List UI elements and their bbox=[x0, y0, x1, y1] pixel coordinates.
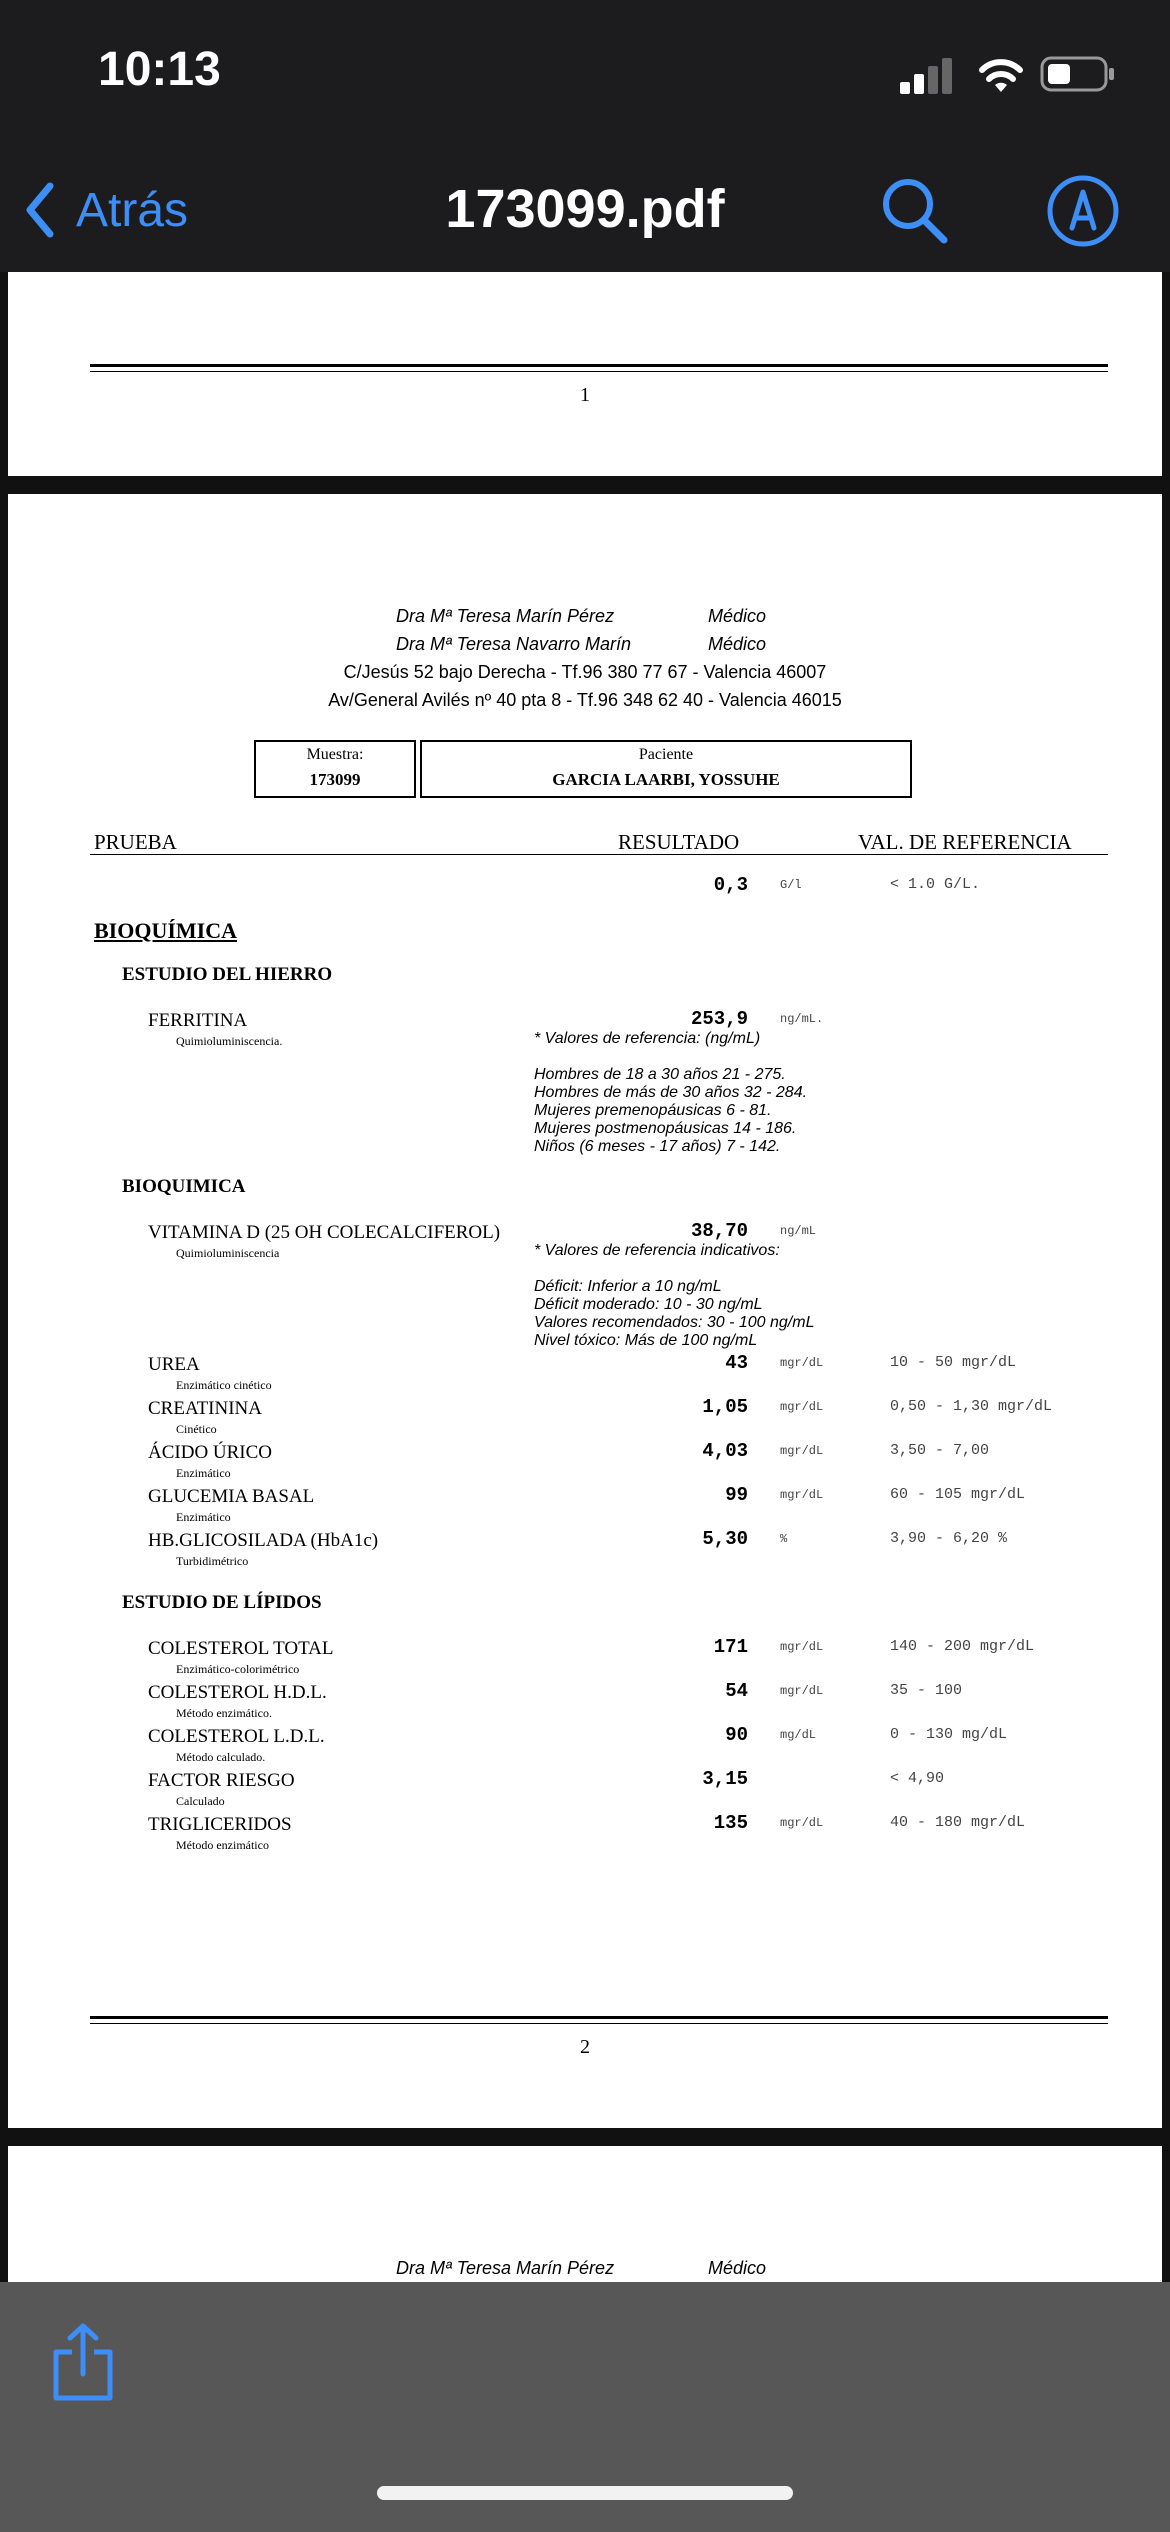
result-value: 253,9 bbox=[690, 1008, 748, 1030]
reference-range: 3,50 - 7,00 bbox=[890, 1442, 990, 1459]
reference-range: < 4,90 bbox=[890, 1770, 945, 1787]
status-bar bbox=[0, 0, 1170, 140]
patient-box bbox=[420, 740, 912, 798]
section-title: BIOQUÍMICA bbox=[94, 918, 238, 943]
result-unit: mgr/dL bbox=[780, 1684, 824, 1698]
page-number: 1 bbox=[580, 384, 590, 406]
patient-name: GARCIA LAARBI, YOSSUHE bbox=[552, 770, 780, 789]
reference-note: Valores recomendados: 30 - 100 ng/mL bbox=[534, 1314, 815, 1331]
reference-range: 0,50 - 1,30 mgr/dL bbox=[890, 1398, 1053, 1415]
result-value: 38,70 bbox=[690, 1220, 748, 1242]
reference-range: 60 - 105 mgr/dL bbox=[890, 1486, 1026, 1503]
result-unit: G/l bbox=[780, 878, 802, 892]
subsection-title: ESTUDIO DE LÍPIDOS bbox=[122, 1592, 322, 1613]
sample-box bbox=[254, 740, 416, 798]
reference-note: Hombres de más de 30 años 32 - 284. bbox=[534, 1084, 808, 1101]
back-label: Atrás bbox=[76, 183, 189, 237]
result-unit: ng/mL bbox=[780, 1224, 817, 1238]
test-name: COLESTEROL TOTAL bbox=[148, 1638, 334, 1659]
result-unit: mg/dL bbox=[780, 1728, 817, 1742]
reference-range: 40 - 180 mgr/dL bbox=[890, 1814, 1026, 1831]
column-header-reference: VAL. DE REFERENCIA bbox=[858, 830, 1072, 854]
test-name: HB.GLICOSILADA (HbA1c) bbox=[148, 1530, 379, 1551]
test-method: Método calculado. bbox=[176, 1750, 266, 1764]
footer-rule bbox=[90, 2016, 1108, 2019]
result-value: 3,15 bbox=[702, 1768, 748, 1790]
result-value: 54 bbox=[725, 1680, 748, 1702]
cellular-signal-icon bbox=[900, 58, 954, 94]
markup-pen-icon[interactable] bbox=[1046, 174, 1120, 248]
test-method: Cinético bbox=[176, 1422, 217, 1436]
footer-rule bbox=[90, 364, 1108, 367]
reference-note: Mujeres postmenopáusicas 14 - 186. bbox=[534, 1120, 797, 1137]
pdf-viewer[interactable] bbox=[0, 272, 1170, 2282]
search-icon[interactable] bbox=[880, 176, 950, 246]
test-method: Enzimático-colorimétrico bbox=[176, 1662, 300, 1676]
result-value: 90 bbox=[725, 1724, 748, 1746]
pdf-page-1 bbox=[8, 272, 1162, 476]
document-title: 173099.pdf bbox=[445, 179, 725, 239]
reference-note: Nivel tóxico: Más de 100 ng/mL bbox=[534, 1332, 758, 1349]
pdf-page-2 bbox=[8, 494, 1162, 2128]
test-name: TRIGLICERIDOS bbox=[148, 1814, 292, 1835]
pdf-page-3 bbox=[8, 2146, 1162, 2282]
home-indicator[interactable] bbox=[377, 2486, 793, 2500]
test-name: GLUCEMIA BASAL bbox=[148, 1486, 315, 1507]
column-header-result: RESULTADO bbox=[618, 830, 740, 854]
test-name: VITAMINA D (25 OH COLECALCIFEROL) bbox=[148, 1222, 501, 1243]
footer-rule bbox=[90, 2023, 1108, 2024]
result-unit: mgr/dL bbox=[780, 1444, 824, 1458]
test-method: Calculado bbox=[176, 1794, 225, 1808]
test-name: FERRITINA bbox=[148, 1010, 248, 1031]
chevron-left-icon bbox=[24, 182, 54, 238]
test-method: Enzimático cinético bbox=[176, 1378, 272, 1392]
test-method: Método enzimático bbox=[176, 1838, 269, 1852]
doctor-role: Médico bbox=[708, 606, 767, 626]
page-number: 2 bbox=[580, 2036, 590, 2058]
result-value: 0,3 bbox=[713, 874, 748, 896]
reference-note: Mujeres premenopáusicas 6 - 81. bbox=[534, 1102, 772, 1119]
result-value: 4,03 bbox=[702, 1440, 748, 1462]
test-name: ÁCIDO ÚRICO bbox=[148, 1442, 273, 1463]
patient-label: Paciente bbox=[638, 746, 694, 763]
navigation-bar bbox=[0, 140, 1170, 272]
doctor-role: Médico bbox=[708, 2258, 767, 2278]
battery-icon bbox=[1040, 56, 1116, 92]
subsection-title: BIOQUIMICA bbox=[122, 1176, 246, 1197]
result-value: 99 bbox=[725, 1484, 748, 1506]
result-unit: mgr/dL bbox=[780, 1640, 824, 1654]
result-value: 1,05 bbox=[702, 1396, 748, 1418]
sample-label: Muestra: bbox=[306, 746, 364, 763]
doctor-name: Dra Mª Teresa Navarro Marín bbox=[396, 634, 632, 654]
test-name: UREA bbox=[148, 1354, 200, 1375]
test-name: CREATININA bbox=[148, 1398, 262, 1419]
test-name: FACTOR RIESGO bbox=[148, 1770, 295, 1791]
reference-range: 140 - 200 mgr/dL bbox=[890, 1638, 1035, 1655]
reference-range: 3,90 - 6,20 % bbox=[890, 1530, 1008, 1547]
test-method: Método enzimático. bbox=[176, 1706, 272, 1720]
result-unit: mgr/dL bbox=[780, 1488, 824, 1502]
clinic-address: Av/General Avilés nº 40 pta 8 - Tf.96 348 62 40 - Valencia 46015 bbox=[328, 690, 842, 710]
test-method: Enzimático bbox=[176, 1466, 231, 1480]
reference-note: * Valores de referencia indicativos: bbox=[534, 1242, 780, 1259]
sample-number: 173099 bbox=[309, 770, 361, 789]
reference-note: Déficit: Inferior a 10 ng/mL bbox=[534, 1278, 722, 1295]
share-icon[interactable] bbox=[50, 2322, 116, 2402]
reference-range: 10 - 50 mgr/dL bbox=[890, 1354, 1017, 1371]
test-name: COLESTEROL H.D.L. bbox=[148, 1682, 327, 1703]
reference-range: 0 - 130 mg/dL bbox=[890, 1726, 1008, 1743]
status-time: 10:13 bbox=[98, 43, 221, 96]
result-value: 43 bbox=[725, 1352, 748, 1374]
result-unit: % bbox=[780, 1532, 788, 1546]
test-name: COLESTEROL L.D.L. bbox=[148, 1726, 325, 1747]
reference-note: * Valores de referencia: (ng/mL) bbox=[534, 1030, 761, 1047]
subsection-title: ESTUDIO DEL HIERRO bbox=[122, 964, 333, 985]
result-unit: ng/mL. bbox=[780, 1012, 824, 1026]
result-unit: mgr/dL bbox=[780, 1816, 824, 1830]
column-header-test: PRUEBA bbox=[94, 830, 177, 854]
reference-range: 35 - 100 bbox=[890, 1682, 963, 1699]
footer-rule bbox=[90, 371, 1108, 372]
reference-note: Hombres de 18 a 30 años 21 - 275. bbox=[534, 1066, 786, 1083]
result-value: 171 bbox=[713, 1636, 748, 1658]
test-method: Quimioluminiscencia bbox=[176, 1246, 280, 1260]
test-method: Turbidimétrico bbox=[176, 1554, 249, 1568]
reference-note: Déficit moderado: 10 - 30 ng/mL bbox=[534, 1296, 763, 1313]
doctor-role: Médico bbox=[708, 634, 767, 654]
reference-range: < 1.0 G/L. bbox=[890, 876, 981, 893]
result-value: 5,30 bbox=[702, 1528, 748, 1550]
result-unit: mgr/dL bbox=[780, 1356, 824, 1370]
test-method: Quimioluminiscencia. bbox=[176, 1034, 283, 1048]
doctor-name: Dra Mª Teresa Marín Pérez bbox=[396, 606, 615, 626]
reference-note: Niños (6 meses - 17 años) 7 - 142. bbox=[534, 1138, 781, 1155]
doctor-name: Dra Mª Teresa Marín Pérez bbox=[396, 2258, 615, 2278]
test-method: Enzimático bbox=[176, 1510, 231, 1524]
wifi-icon bbox=[976, 52, 1026, 94]
back-button[interactable] bbox=[24, 180, 188, 240]
clinic-address: C/Jesús 52 bajo Derecha - Tf.96 380 77 67 - Valencia 46007 bbox=[343, 662, 827, 682]
header-rule bbox=[90, 854, 1108, 855]
result-value: 135 bbox=[713, 1812, 748, 1834]
result-unit: mgr/dL bbox=[780, 1400, 824, 1414]
